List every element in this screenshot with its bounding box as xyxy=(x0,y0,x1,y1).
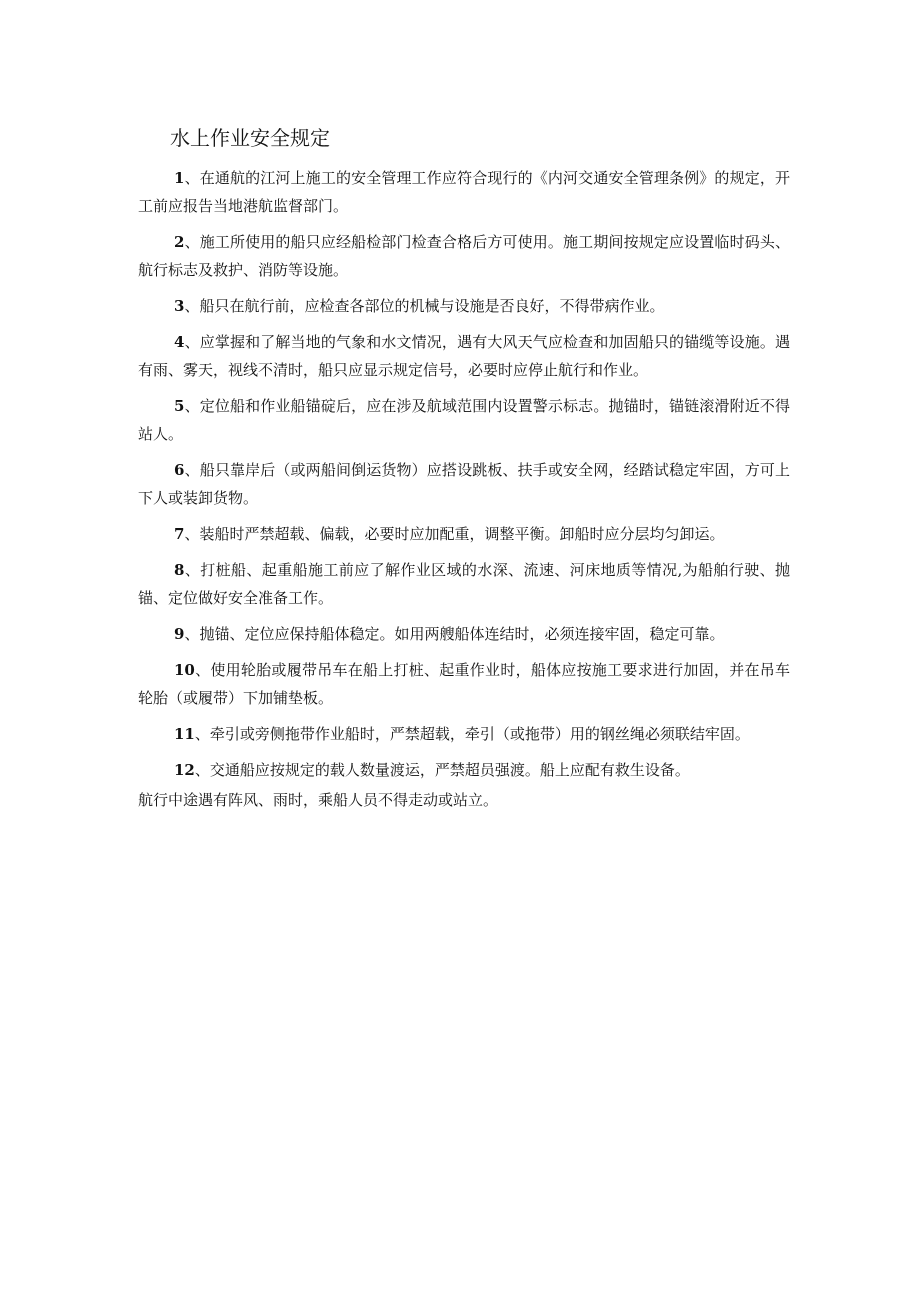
rule-text: 、牵引或旁侧拖带作业船时，严禁超载，牵引（或拖带）用的钢丝绳必须联结牢固。 xyxy=(194,725,750,743)
rule-text: 、使用轮胎或履带吊车在船上打桩、起重作业时，船体应按施工要求进行加固，并在吊车轮胎（或履带）下加铺垫板。 xyxy=(138,661,790,707)
rule-text: 、在通航的江河上施工的安全管理工作应符合现行的《内河交通安全管理条例》的规定，开工前应报告当地港航监督部门。 xyxy=(138,169,790,215)
rule-paragraph-7 xyxy=(138,520,790,548)
rule-paragraph-9 xyxy=(138,620,790,648)
rule-number: 1 xyxy=(174,169,185,187)
rule-paragraph-5 xyxy=(138,392,790,448)
rule-text: 、施工所使用的船只应经船检部门检查合格后方可使用。施工期间按规定应设置临时码头、航行标志及救护、消防等设施。 xyxy=(138,233,790,279)
rule-number: 12 xyxy=(174,761,195,779)
rule-paragraph-11 xyxy=(138,720,790,748)
rule-paragraph-1 xyxy=(138,164,790,220)
rule-number: 5 xyxy=(174,397,185,415)
rule-paragraph-2 xyxy=(138,228,790,284)
rule-paragraph-6 xyxy=(138,456,790,512)
rule-paragraph-12 xyxy=(138,756,790,784)
rule-number: 10 xyxy=(174,661,195,679)
rule-text: 、交通船应按规定的载人数量渡运，严禁超员强渡。船上应配有救生设备。 xyxy=(194,761,690,779)
rule-number: 9 xyxy=(174,625,185,643)
rule-paragraph-8 xyxy=(138,556,790,612)
rule-text: 、应掌握和了解当地的气象和水文情况，遇有大风天气应检查和加固船只的锚缆等设施。遇有雨、雾天，视线不清时，船只应显示规定信号，必要时应停止航行和作业。 xyxy=(138,333,790,379)
rule-text: 、打桩船、起重船施工前应了解作业区域的水深、流速、河床地质等情况,为船舶行驶、抛锚、定位做好安全准备工作。 xyxy=(138,561,790,607)
rule-number: 8 xyxy=(174,561,185,579)
rule-text: 、装船时严禁超载、偏载，必要时应加配重，调整平衡。卸船时应分层均匀卸运。 xyxy=(184,525,725,543)
rule-number: 6 xyxy=(174,461,185,479)
rule-text: 、定位船和作业船锚碇后，应在涉及航域范围内设置警示标志。抛锚时，锚链滚滑附近不得站人。 xyxy=(138,397,790,443)
rule-number: 11 xyxy=(174,725,195,743)
rule-number: 4 xyxy=(174,333,185,351)
rule-number: 7 xyxy=(174,525,185,543)
rule-text: 、抛锚、定位应保持船体稳定。如用两艘船体连结时，必须连接牢固，稳定可靠。 xyxy=(184,625,725,643)
rule-number: 3 xyxy=(174,297,185,315)
rule-text: 、船只在航行前，应检查各部位的机械与设施是否良好，不得带病作业。 xyxy=(184,297,665,315)
document-title: 水上作业安全规定 xyxy=(170,126,330,150)
document-body xyxy=(138,164,790,822)
rule-text: 、船只靠岸后（或两船间倒运货物）应搭设跳板、扶手或安全网，经踏试稳定牢固，方可上下人或装卸货物。 xyxy=(138,461,790,507)
rule-paragraph-10 xyxy=(138,656,790,712)
rule-number: 2 xyxy=(174,233,185,251)
rule-paragraph-tail: 航行中途遇有阵风、雨时，乘船人员不得走动或站立。 xyxy=(138,791,499,809)
rule-paragraph-3 xyxy=(138,292,790,320)
rule-paragraph-4 xyxy=(138,328,790,384)
